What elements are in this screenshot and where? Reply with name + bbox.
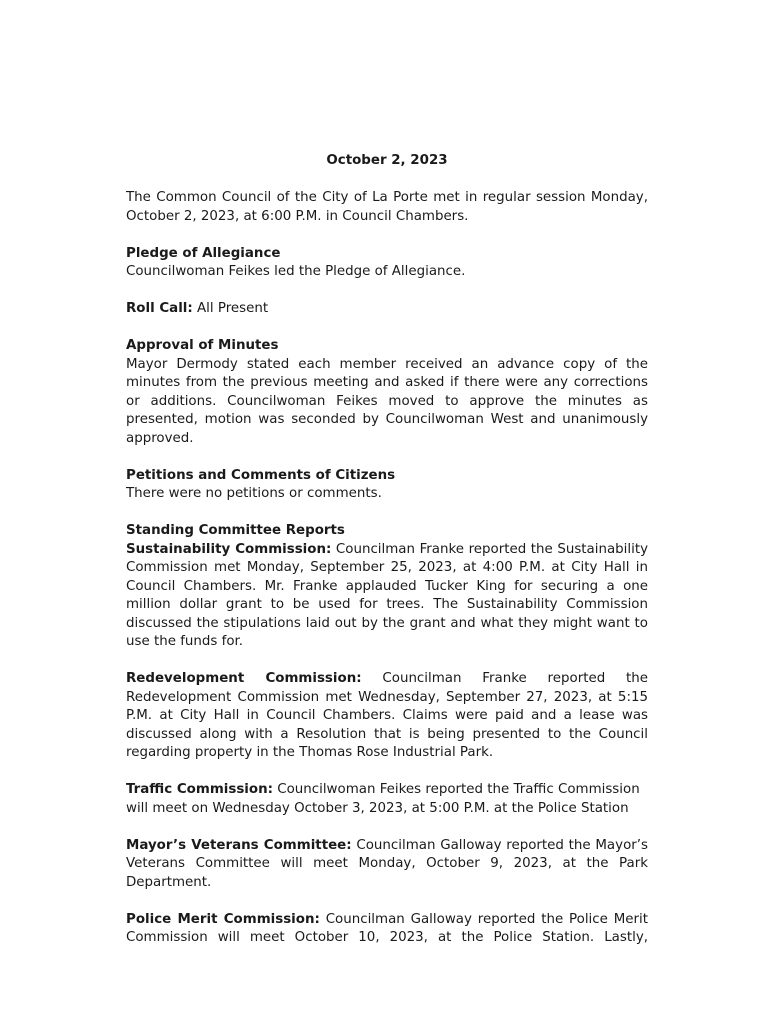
traffic-label: Traffic Commission: [126, 782, 273, 797]
police-merit-label: Police Merit Commission: [126, 911, 320, 927]
redevelopment-text: Councilman Franke reported the Redevelopment Commission met Wednesday, September 27, 2023, at 5:15 P.M. at City Hall in Council Chambers. Claims were paid and a lease was discussed along with a Resolution that is being presented to the Council regarding property in the Thomas Rose Industrial Park. [126, 671, 648, 760]
petitions-section [126, 467, 648, 504]
pledge-section [126, 245, 648, 282]
sustainability-label: Sustainability Commission: [126, 541, 332, 557]
minutes-text: Mayor Dermody stated each member received an advance copy of the minutes from the previous meeting and asked if there were any corrections or additions. Councilwoman Feikes moved to approve the minutes as presented, motion was seconded by Councilwoman West and unanimously approved. [126, 356, 648, 446]
redevelopment-label: Redevelopment Commission: [126, 671, 362, 686]
veterans-section [126, 837, 648, 893]
traffic-section [126, 781, 648, 818]
roll-call-text: All Present [192, 301, 269, 316]
sustainability-text: Councilman Franke reported the Sustainability Commission met Monday, September 25, 2023, at 4:00 P.M. at City Hall in Council Chambers. Mr. Franke applauded Tucker King for securing a one million dollar grant to be used for trees. The Sustainability Commission discussed the stipulations laid out by the grant and what they might want to use the funds for. [126, 541, 649, 649]
petitions-text: There were no petitions or comments. [126, 486, 382, 501]
meeting-date: October 2, 2023 [326, 153, 448, 168]
traffic-text: Councilwoman Feikes reported the Traffic Commission will meet on Wednesday October 3, 2023, at 5:00 P.M. at the Police Station [126, 782, 640, 816]
veterans-text: Councilman Galloway reported the Mayor’s Veterans Committee will meet Monday, October 9, 2023, at the Park Department. [126, 837, 648, 890]
pledge-heading: Pledge of Allegiance [126, 245, 281, 261]
pledge-text: Councilwoman Feikes led the Pledge of Allegiance. [126, 264, 466, 279]
police-merit-text: Councilman Galloway reported the Police Merit Commission will meet October 10, 2023, at the Police Station. Lastly, [126, 911, 648, 945]
petitions-heading: Petitions and Comments of Citizens [126, 467, 396, 483]
veterans-label: Mayor’s Veterans Committee: [126, 837, 352, 853]
committee-heading: Standing Committee Reports [126, 523, 345, 538]
roll-call-section [126, 300, 648, 319]
intro-paragraph: The Common Council of the City of La Porte met in regular session Monday, October 2, 2023, at 6:00 P.M. in Council Chambers. [126, 190, 648, 224]
sustainability-section [126, 522, 648, 652]
document-page [126, 152, 648, 966]
redevelopment-section [126, 670, 648, 763]
minutes-heading: Approval of Minutes [126, 338, 279, 353]
minutes-section [126, 337, 648, 448]
police-merit-section [126, 911, 648, 948]
roll-call-label: Roll Call: [126, 301, 193, 316]
